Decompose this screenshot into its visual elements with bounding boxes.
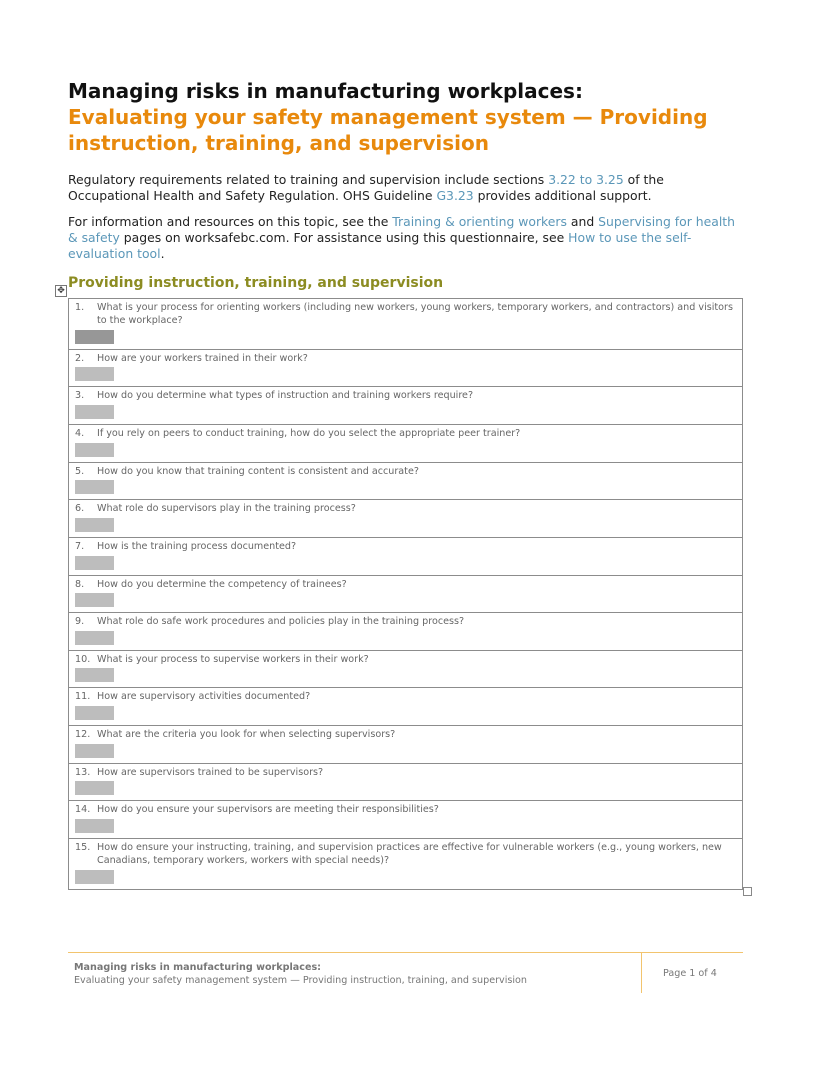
question-label: How are supervisory activities documented? (97, 691, 311, 702)
page-title: Managing risks in manufacturing workplaces: (68, 79, 583, 103)
question-number: 11. (75, 691, 91, 702)
footer-separator (641, 953, 642, 993)
intro-text: pages on worksafebc.com. For assistance using this questionnaire, see (119, 230, 569, 245)
footer-title: Managing risks in manufacturing workplaces: (74, 962, 322, 973)
question-number: 8. (75, 579, 85, 590)
question-text (75, 579, 736, 592)
answer-field[interactable] (75, 870, 114, 884)
answer-field[interactable] (75, 556, 114, 570)
link-supervising-for-health-safety[interactable]: Supervising for health & safety (68, 214, 736, 245)
link-how-to-use-self-evaluation-tool[interactable]: How to use the self-evaluation tool (68, 230, 692, 261)
answer-field[interactable] (75, 330, 114, 344)
document-body (68, 78, 743, 292)
intro-text: . (160, 246, 165, 261)
question-label: What are the criteria you look for when selecting supervisors? (97, 729, 396, 740)
question-row (69, 613, 742, 651)
question-number: 5. (75, 466, 85, 477)
question-label: What role do safe work procedures and policies play in the training process? (97, 616, 465, 627)
question-number: 13. (75, 767, 91, 778)
question-number: 3. (75, 390, 85, 401)
question-row (69, 688, 742, 726)
answer-field[interactable] (75, 443, 114, 457)
question-number: 4. (75, 428, 85, 439)
intro-paragraph-resources (68, 214, 743, 262)
intro-text: and (566, 214, 599, 229)
link-training-orienting-workers[interactable]: Training & orienting workers (392, 214, 567, 229)
section-heading: Providing instruction, training, and supervision (68, 275, 444, 291)
question-text (75, 804, 736, 817)
question-label: How do you determine the competency of trainees? (97, 579, 347, 590)
question-number: 2. (75, 353, 85, 364)
answer-field[interactable] (75, 706, 114, 720)
question-row (69, 764, 742, 801)
intro-text: provides additional support. (473, 188, 652, 203)
question-text (75, 654, 736, 667)
footer-page-number: Page 1 of 4 (663, 968, 717, 979)
table-move-handle-icon[interactable]: ✥ (55, 285, 67, 297)
table-resize-handle-icon[interactable] (743, 887, 752, 896)
question-number: 14. (75, 804, 91, 815)
question-text (75, 767, 736, 780)
question-label: How do ensure your instructing, training, and supervision practices are effective for vulnerable workers (e.g., young workers, new Canadians, temporary workers, workers with special needs)? (97, 842, 722, 866)
question-number: 1. (75, 302, 85, 313)
question-number: 12. (75, 729, 91, 740)
intro-text: For information and resources on this topic, see the (68, 214, 393, 229)
question-row (69, 299, 742, 350)
question-row (69, 463, 742, 500)
question-row (69, 726, 742, 764)
question-label: What is your process for orienting workers (including new workers, young workers, temporary workers, and contractors) and visitors to the workplace? (97, 302, 733, 326)
link-sections-3-22-to-3-25[interactable]: 3.22 to 3.25 (548, 172, 624, 187)
answer-field[interactable] (75, 518, 114, 532)
question-row (69, 350, 742, 387)
question-row (69, 839, 742, 890)
question-row (69, 425, 742, 463)
question-text (75, 390, 736, 403)
question-number: 6. (75, 503, 85, 514)
question-label: How is the training process documented? (97, 541, 297, 552)
question-number: 15. (75, 842, 91, 853)
intro-text: Regulatory requirements related to training and supervision include sections (68, 172, 549, 187)
question-number: 7. (75, 541, 85, 552)
intro-paragraph-regulation (68, 172, 743, 204)
question-label: What role do supervisors play in the training process? (97, 503, 356, 514)
question-row (69, 387, 742, 425)
question-text (75, 691, 736, 704)
question-text (75, 428, 736, 441)
question-label: How are your workers trained in their work? (97, 353, 308, 364)
question-label: How do you ensure your supervisors are meeting their responsibilities? (97, 804, 439, 815)
answer-field[interactable] (75, 405, 114, 419)
answer-field[interactable] (75, 367, 114, 381)
question-text (75, 503, 736, 516)
answer-field[interactable] (75, 668, 114, 682)
question-text (75, 842, 736, 867)
question-label: What is your process to supervise workers in their work? (97, 654, 369, 665)
answer-field[interactable] (75, 819, 114, 833)
answer-field[interactable] (75, 631, 114, 645)
question-label: How do you determine what types of instruction and training workers require? (97, 390, 474, 401)
question-text (75, 729, 736, 742)
answer-field[interactable] (75, 781, 114, 795)
question-label: If you rely on peers to conduct training, how do you select the appropriate peer trainer? (97, 428, 521, 439)
question-label: How do you know that training content is consistent and accurate? (97, 466, 419, 477)
question-text (75, 541, 736, 554)
question-text (75, 466, 736, 479)
link-guideline-g3-23[interactable]: G3.23 (436, 188, 474, 203)
question-row (69, 500, 742, 538)
questions-table (68, 298, 743, 890)
question-row (69, 801, 742, 839)
question-text (75, 616, 736, 629)
page-subtitle: Evaluating your safety management system — Providing instruction, training, and supervision (68, 105, 708, 155)
answer-field[interactable] (75, 593, 114, 607)
question-number: 9. (75, 616, 85, 627)
question-row (69, 538, 742, 576)
question-row (69, 576, 742, 613)
question-number: 10. (75, 654, 91, 665)
answer-field[interactable] (75, 480, 114, 494)
question-row (69, 651, 742, 688)
question-text (75, 302, 736, 327)
footer-subtitle: Evaluating your safety management system — Providing instruction, training, and supervision (74, 975, 528, 986)
intro-text: of the Occupational Health and Safety Regulation. OHS Guideline (68, 172, 664, 203)
question-text (75, 353, 736, 366)
answer-field[interactable] (75, 744, 114, 758)
question-label: How are supervisors trained to be supervisors? (97, 767, 324, 778)
